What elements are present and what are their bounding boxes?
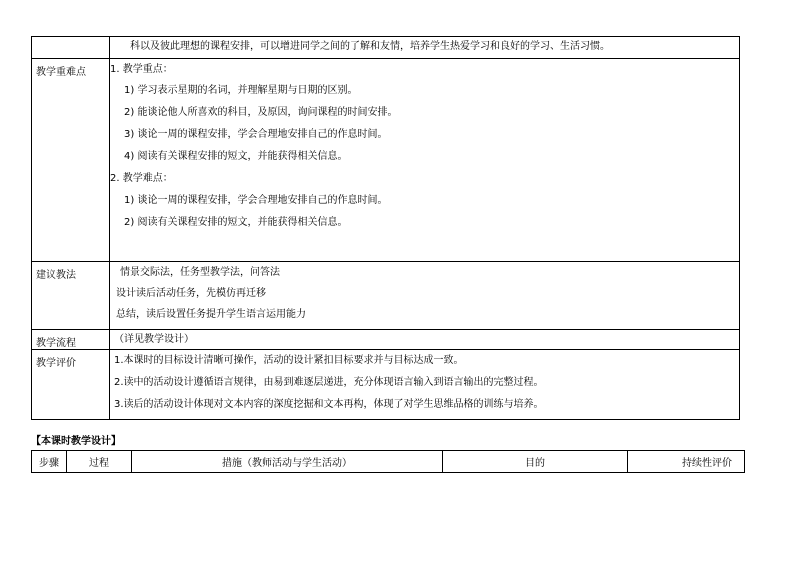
table-row bbox=[32, 262, 740, 330]
focus-heading: 1. 教学重点： bbox=[110, 64, 173, 75]
list-item: 3) 谈论一周的课程安排，学会合理地安排自己的作息时间。 bbox=[124, 129, 388, 140]
table-row bbox=[32, 330, 740, 350]
column-header: 过程 bbox=[67, 451, 132, 473]
empty-label-cell bbox=[32, 37, 110, 59]
list-item: 2) 阅读有关课程安排的短文，并能获得相关信息。 bbox=[124, 217, 348, 228]
column-header: 措施（教师活动与学生活动） bbox=[132, 451, 443, 473]
list-item: 2) 能谈论他人所喜欢的科目，及原因，询问课程的时间安排。 bbox=[124, 107, 398, 118]
flow-text: （详见教学设计） bbox=[114, 334, 194, 345]
difficulty-heading: 2. 教学难点： bbox=[110, 173, 173, 184]
list-item: 2.读中的活动设计遵循语言规律，由易到难逐层递进，充分体现语言输入到语言输出的完整过程。 bbox=[114, 377, 544, 388]
content-cell bbox=[110, 37, 740, 59]
course-goal-text: 科以及彼此理想的课程安排，可以增进同学之间的了解和友情，培养学生热爱学习和良好的学习、生活习惯。 bbox=[130, 41, 610, 52]
section-title: 【本课时教学设计】 bbox=[31, 436, 121, 447]
row-label: 教学流程 bbox=[32, 330, 110, 350]
column-header: 持续性评价 bbox=[628, 451, 745, 473]
list-item: 总结，读后设置任务提升学生语言运用能力 bbox=[116, 309, 306, 320]
row-label: 建议教法 bbox=[32, 262, 110, 330]
lesson-plan-table bbox=[31, 36, 740, 420]
list-item: 设计读后活动任务，先模仿再迁移 bbox=[116, 288, 266, 299]
list-item: 1) 学习表示星期的名词，并理解星期与日期的区别。 bbox=[124, 85, 358, 96]
table-header-row bbox=[32, 451, 745, 473]
content-cell bbox=[110, 262, 740, 330]
column-header: 目的 bbox=[443, 451, 628, 473]
list-item: 3.读后的活动设计体现对文本内容的深度挖掘和文本再构，体现了对学生思维品格的训练与培养。 bbox=[114, 399, 544, 410]
table-row bbox=[32, 350, 740, 420]
content-cell bbox=[110, 350, 740, 420]
table-row bbox=[32, 37, 740, 59]
list-item: 4) 阅读有关课程安排的短文，并能获得相关信息。 bbox=[124, 151, 348, 162]
content-cell bbox=[110, 59, 740, 262]
content-cell bbox=[110, 330, 740, 350]
list-item: 1.本课时的目标设计清晰可操作，活动的设计紧扣目标要求并与目标达成一致。 bbox=[114, 355, 464, 366]
list-item: 1) 谈论一周的课程安排，学会合理地安排自己的作息时间。 bbox=[124, 195, 388, 206]
design-table bbox=[31, 450, 745, 473]
list-item: 情景交际法，任务型教学法，问答法 bbox=[120, 267, 280, 278]
column-header: 步骤 bbox=[32, 451, 67, 473]
row-label: 教学评价 bbox=[32, 350, 110, 420]
row-label: 教学重难点 bbox=[32, 59, 110, 262]
table-row bbox=[32, 59, 740, 262]
